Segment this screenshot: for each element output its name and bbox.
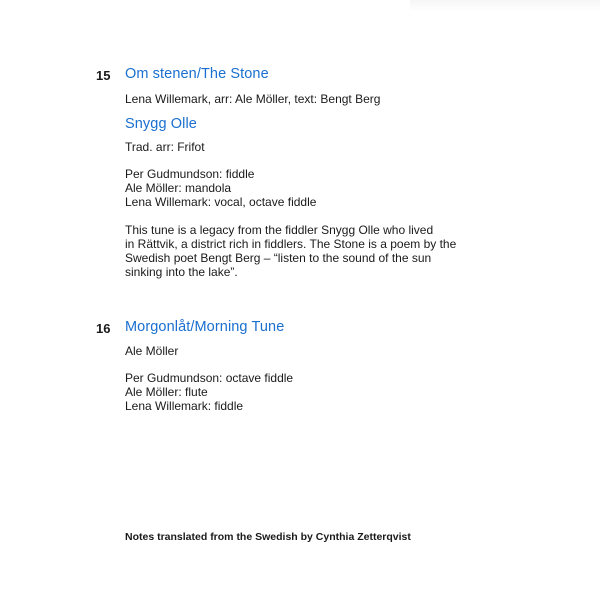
track-credit-16: Ale Möller [125,344,179,358]
musician-list-15 [125,167,316,209]
scan-edge-shade [410,0,600,12]
track-title-16: Morgonlåt/Morning Tune [125,319,285,335]
track-number-16: 16 [96,321,111,336]
track-notes-15 [125,223,456,279]
track-credit-15: Lena Willemark, arr: Ale Möller, text: Bengt Berg [125,92,381,106]
musician-line: Per Gudmundson: octave fiddle [125,371,294,385]
note-line: sinking into the lake”. [125,265,238,279]
track-subcredit-15: Trad. arr: Frifot [125,140,205,154]
track-title-15: Om stenen/The Stone [125,66,269,82]
musician-list-16 [125,371,293,413]
musician-line: Ale Möller: mandola [125,181,232,195]
note-line: This tune is a legacy from the fiddler Snygg Olle who lived [125,223,434,237]
musician-line: Ale Möller: flute [125,385,208,399]
track-number-15: 15 [96,68,111,83]
musician-line: Per Gudmundson: fiddle [125,167,255,181]
translation-credit: Notes translated from the Swedish by Cynthia Zetterqvist [125,531,411,543]
track-subtitle-15: Snygg Olle [125,116,197,132]
musician-line: Lena Willemark: fiddle [125,399,244,413]
musician-line: Lena Willemark: vocal, octave fiddle [125,195,317,209]
note-line: Swedish poet Bengt Berg – “listen to the sound of the sun [125,251,432,265]
note-line: in Rättvik, a district rich in fiddlers. The Stone is a poem by the [125,237,457,251]
